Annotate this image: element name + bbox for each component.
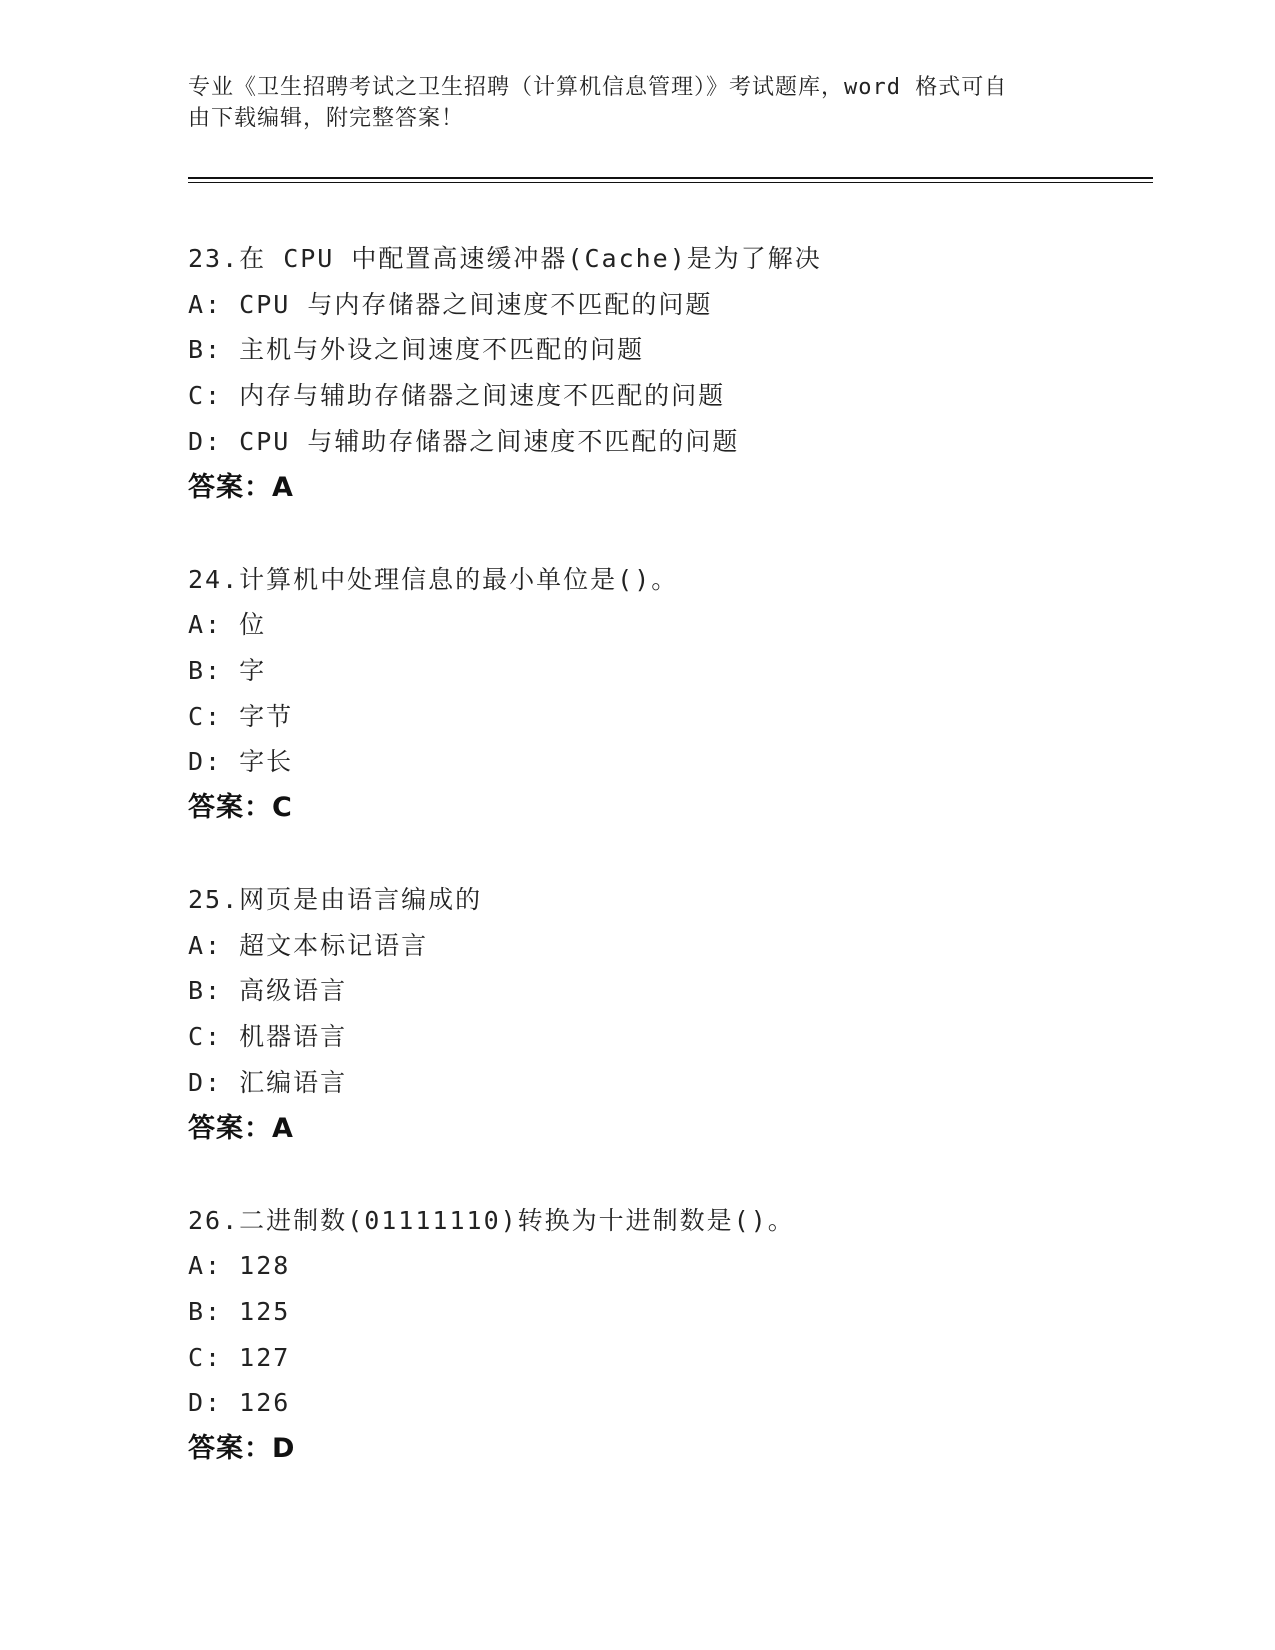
- question-list: [188, 236, 1148, 1518]
- answer-label: 答案：C: [188, 792, 293, 824]
- option-a: A: 128: [188, 1251, 291, 1281]
- question-stem: 26.二进制数(01111110)转换为十进制数是()。: [188, 1205, 795, 1235]
- answer-label: 答案：D: [188, 1433, 296, 1465]
- option-d: D: CPU 与辅助存储器之间速度不匹配的问题: [188, 426, 740, 456]
- option-a: A: 位: [188, 610, 267, 640]
- option-b: B: 主机与外设之间速度不匹配的问题: [188, 335, 645, 365]
- option-b: B: 125: [188, 1296, 291, 1326]
- document-header: [188, 72, 1068, 134]
- option-a: A: 超文本标记语言: [188, 930, 429, 960]
- option-c: C: 字节: [188, 701, 294, 731]
- question-24: [188, 557, 1148, 832]
- option-c: C: 机器语言: [188, 1022, 348, 1052]
- header-line-1: 专业《卫生招聘考试之卫生招聘（计算机信息管理）》考试题库，word 格式可自: [188, 75, 1008, 100]
- option-d: D: 126: [188, 1388, 291, 1418]
- option-d: D: 字长: [188, 747, 294, 777]
- header-divider-thin: [188, 182, 1153, 183]
- question-23: [188, 236, 1148, 511]
- question-stem: 24.计算机中处理信息的最小单位是()。: [188, 564, 679, 594]
- answer-label: 答案：A: [188, 471, 294, 503]
- header-line-2: 由下载编辑，附完整答案！: [188, 106, 465, 131]
- option-d: D: 汇编语言: [188, 1067, 348, 1097]
- question-stem: 25.网页是由语言编成的: [188, 885, 483, 915]
- option-a: A: CPU 与内存储器之间速度不匹配的问题: [188, 289, 713, 319]
- option-c: C: 127: [188, 1342, 291, 1372]
- question-stem: 23.在 CPU 中配置高速缓冲器(Cache)是为了解决: [188, 244, 822, 273]
- option-b: B: 高级语言: [188, 976, 348, 1006]
- question-25: [188, 877, 1148, 1152]
- option-c: C: 内存与辅助存储器之间速度不匹配的问题: [188, 381, 726, 411]
- header-divider-thick: [188, 177, 1153, 179]
- answer-label: 答案：A: [188, 1112, 294, 1144]
- option-b: B: 字: [188, 655, 267, 685]
- question-26: [188, 1198, 1148, 1473]
